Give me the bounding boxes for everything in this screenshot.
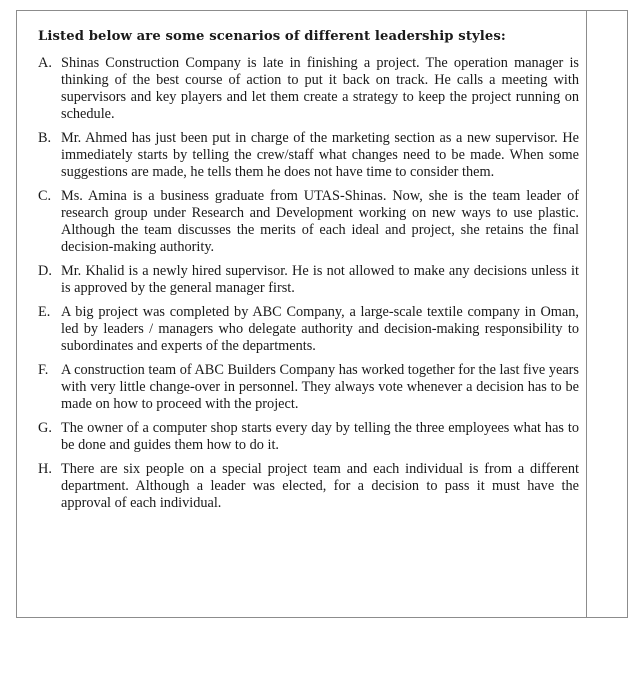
scenario-text: Ms. Amina is a business graduate from UTAS-Shinas. Now, she is the team leader of research group under Research and Development working on new ways to use plastic. Although the team discusses the merits of each ideal and project, she retains the final decision-making authority.: [61, 188, 579, 255]
scenario-item-e: [38, 304, 579, 355]
scenario-item-d: [38, 263, 579, 297]
scenario-text: Mr. Ahmed has just been put in charge of the marketing section as a new supervisor. He immediately starts by telling the crew/staff what changes need to be made. When some suggestions are made, he tells them he does not have time to consider them.: [61, 130, 579, 180]
scenario-text: Mr. Khalid is a newly hired supervisor. He is not allowed to make any decisions unless it is approved by the general manager first.: [61, 263, 579, 296]
scenario-item-f: [38, 362, 579, 413]
scenario-text: The owner of a computer shop starts every day by telling the three employees what has to be done and guides them how to do it.: [61, 420, 579, 453]
scenario-text: There are six people on a special project team and each individual is from a different department. Although a leader was elected, for a decision to pass it must have the approval of each individual.: [61, 461, 579, 511]
scenario-item-a: [38, 55, 579, 123]
scenario-text: A construction team of ABC Builders Company has worked together for the last five years with very little change-over in personnel. They always vote whenever a decision has to be made on how to proceed with the project.: [61, 362, 579, 412]
scenario-item-b: [38, 130, 579, 181]
scenario-letter: G.: [38, 420, 52, 436]
side-cell: [587, 11, 627, 617]
scenario-item-c: [38, 188, 579, 256]
scenario-letter: F.: [38, 362, 49, 378]
scenario-letter: B.: [38, 130, 52, 146]
scenario-letter: E.: [38, 304, 51, 320]
heading: Listed below are some scenarios of different leadership styles:: [38, 29, 506, 44]
scenario-text: Shinas Construction Company is late in finishing a project. The operation manager is thinking of the best course of action to put it back on track. He calls a meeting with supervisors and key players and let them create a strategy to keep the project running on schedule.: [61, 55, 579, 122]
scenario-letter: C.: [38, 188, 52, 204]
main-cell: [17, 11, 587, 617]
scenario-item-h: [38, 461, 579, 512]
scenario-letter: H.: [38, 461, 52, 477]
scenario-item-g: [38, 420, 579, 454]
scenario-letter: A.: [38, 55, 52, 71]
scenario-text: A big project was completed by ABC Company, a large-scale textile company in Oman, led by leaders / managers who delegate authority and decision-making responsibility to subordinates and experts of the departments.: [61, 304, 579, 354]
scenario-letter: D.: [38, 263, 52, 279]
scenario-list: [38, 55, 579, 512]
document-table: [16, 10, 628, 618]
